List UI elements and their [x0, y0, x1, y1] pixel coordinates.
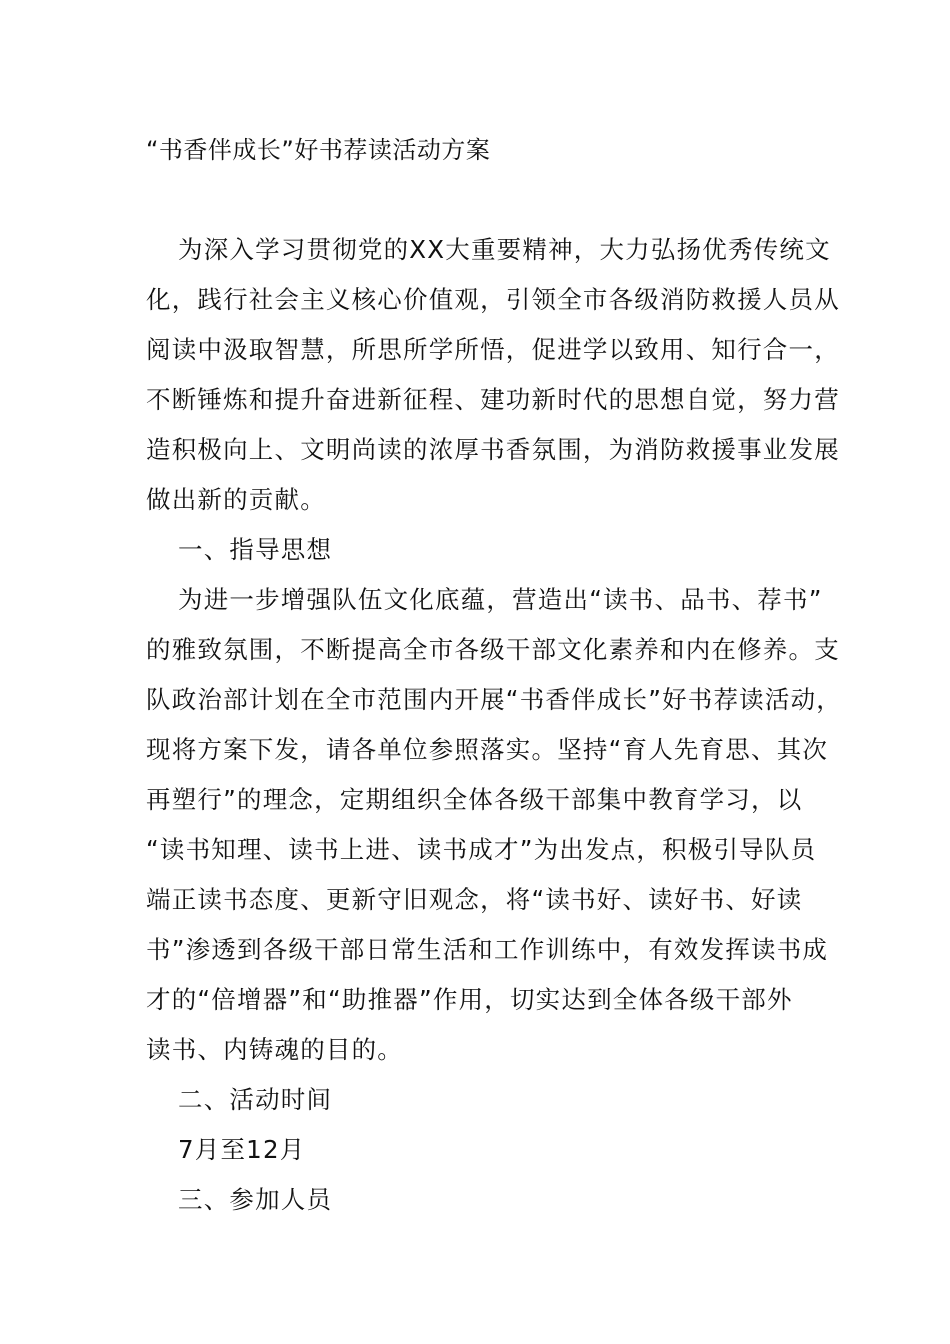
section-heading: 一、指导思想: [178, 535, 333, 564]
paragraph-line: 的雅致氛围，不断提高全市各级干部文化素养和内在修养。支: [146, 635, 840, 664]
paragraph-line: 阅读中汲取智慧，所思所学所悟，促进学以致用、知行合一，: [146, 335, 840, 364]
paragraph-line: “读书知理、读书上进、读书成才”为出发点，积极引导队员: [146, 835, 817, 864]
paragraph-line: 现将方案下发，请各单位参照落实。坚持“育人先育思、其次: [146, 735, 829, 764]
paragraph-line: 做出新的贡献。: [146, 485, 326, 514]
paragraph-line: 不断锤炼和提升奋进新征程、建功新时代的思想自觉，努力营: [146, 385, 840, 414]
section-heading: 二、活动时间: [178, 1085, 333, 1114]
paragraph-line: 读书、内铸魂的目的。: [146, 1035, 403, 1064]
paragraph-line: 7月至12月: [178, 1135, 306, 1164]
document-title: “书香伴成长”好书荐读活动方案: [146, 136, 491, 164]
paragraph-line: 队政治部计划在全市范围内开展“书香伴成长”好书荐读活动，: [146, 685, 842, 714]
paragraph-line: 造积极向上、文明尚读的浓厚书香氛围，为消防救援事业发展: [146, 435, 840, 464]
paragraph-line: 才的“倍增器”和“助推器”作用，切实达到全体各级干部外: [146, 985, 793, 1014]
paragraph-line: 书”渗透到各级干部日常生活和工作训练中，有效发挥读书成: [146, 935, 829, 964]
paragraph-line: 化，践行社会主义核心价值观，引领全市各级消防救援人员从: [146, 285, 840, 314]
paragraph-line: 端正读书态度、更新守旧观念，将“读书好、读好书、好读: [146, 885, 803, 914]
paragraph-line: 为深入学习贯彻党的XX大重要精神，大力弘扬优秀传统文: [178, 235, 831, 264]
section-heading: 三、参加人员: [178, 1185, 333, 1214]
paragraph-line: 为进一步增强队伍文化底蕴，营造出“读书、品书、荐书”: [178, 585, 823, 614]
paragraph-line: 再塑行”的理念，定期组织全体各级干部集中教育学习，以: [146, 785, 803, 814]
